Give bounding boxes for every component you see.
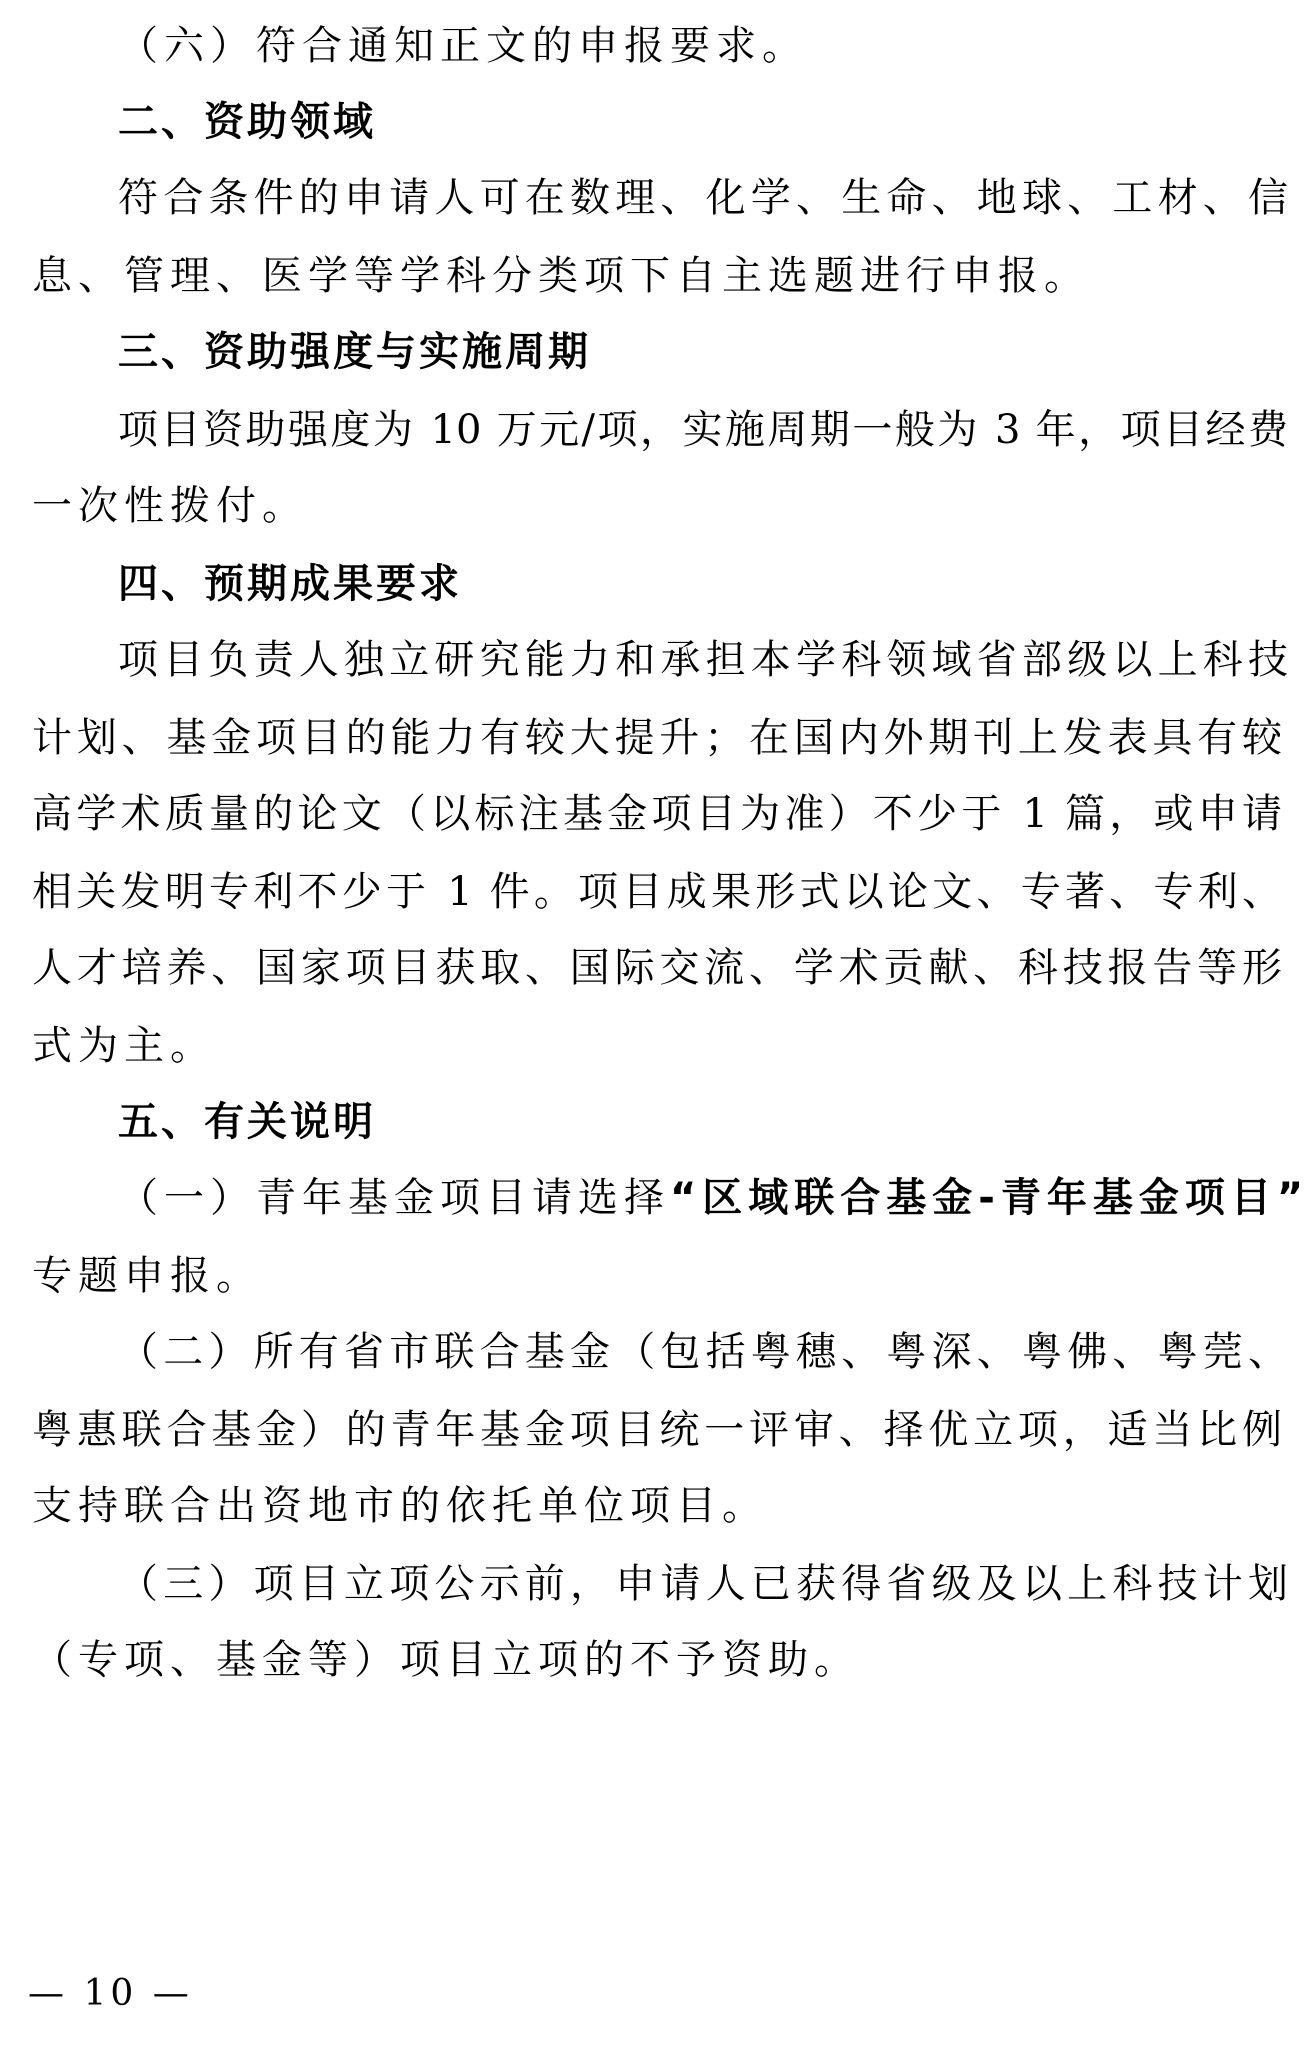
paragraph-line: 专题申报。 (32, 1253, 262, 1299)
paragraph-line: 相关发明专利不少于 1 件。项目成果形式以论文、专著、专利、 (32, 869, 1282, 915)
item-six: （六）符合通知正文的申报要求。 (118, 23, 808, 69)
paragraph-line: （三）项目立项公示前，申请人已获得省级及以上科技计划 (118, 1561, 1288, 1607)
note-one-text: （一）青年基金项目请选择 (118, 1175, 670, 1221)
paragraph-line: 一次性拨付。 (32, 483, 308, 529)
paragraph-line: 支持联合出资地市的依托单位项目。 (32, 1483, 768, 1529)
paragraph-line: （专项、基金等）项目立项的不予资助。 (32, 1637, 860, 1683)
paragraph-line: 项目负责人独立研究能力和承担本学科领域省部级以上科技 (118, 637, 1288, 683)
paragraph-line (118, 1172, 1310, 1224)
paragraph-line: 人才培养、国家项目获取、国际交流、学术贡献、科技报告等形 (32, 945, 1282, 991)
heading-expected-results: 四、预期成果要求 (118, 561, 462, 607)
heading-notes: 五、有关说明 (118, 1099, 376, 1145)
paragraph-line: 高学术质量的论文（以标注基金项目为准）不少于 1 篇，或申请 (32, 791, 1282, 837)
paragraph-line: 项目资助强度为 10 万元/项，实施周期一般为 3 年，项目经费 (118, 407, 1288, 453)
paragraph-line: 计划、基金项目的能力有较大提升；在国内外期刊上发表具有较 (32, 715, 1282, 761)
paragraph-line: 粤惠联合基金）的青年基金项目统一评审、择优立项，适当比例 (32, 1407, 1282, 1453)
heading-funding-areas: 二、资助领域 (118, 99, 376, 145)
note-one-highlight: “区域联合基金-青年基金项目” (670, 1175, 1310, 1221)
heading-funding-period: 三、资助强度与实施周期 (118, 329, 591, 375)
paragraph-line: （二）所有省市联合基金（包括粤穗、粤深、粤佛、粤莞、 (118, 1329, 1288, 1375)
paragraph-line: 式为主。 (32, 1023, 216, 1069)
page-number: — 10 — (28, 1973, 193, 2014)
paragraph-line: 符合条件的申请人可在数理、化学、生命、地球、工材、信 (118, 175, 1288, 221)
paragraph-line: 息、管理、医学等学科分类项下自主选题进行申报。 (32, 253, 1090, 299)
